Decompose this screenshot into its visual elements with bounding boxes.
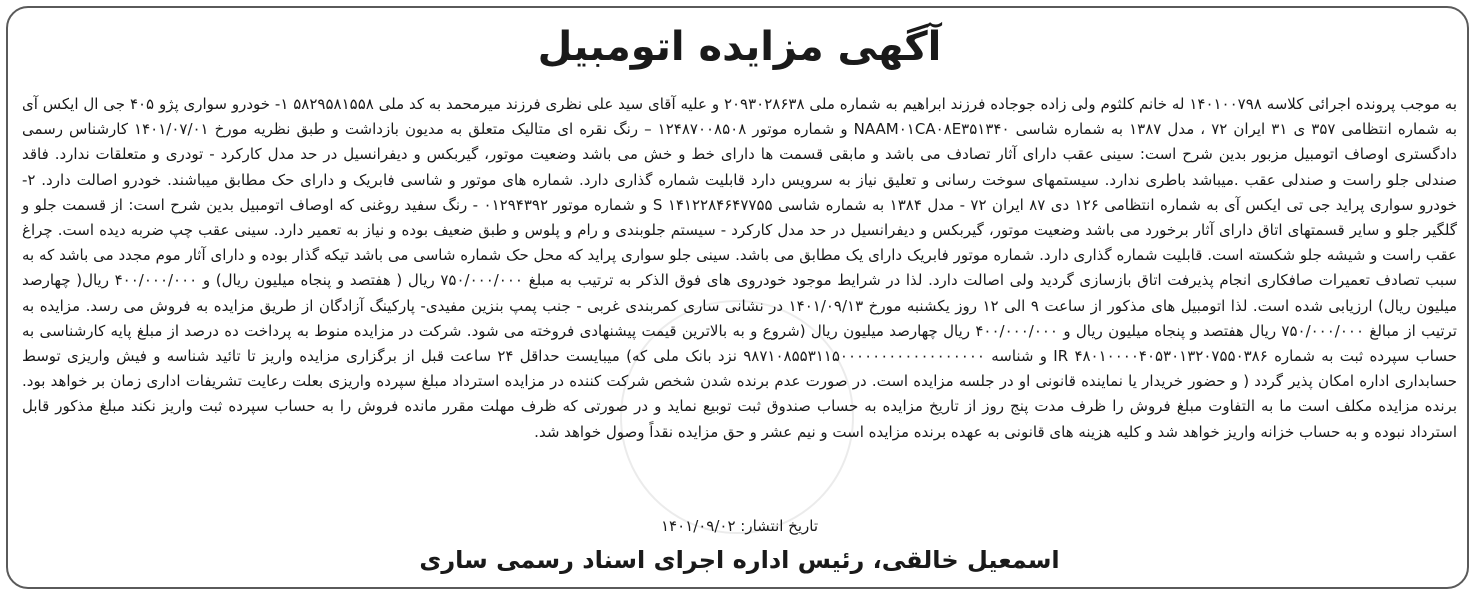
- notice-body: [22, 92, 1457, 445]
- signature: اسمعیل خالقی، رئیس اداره اجرای اسناد رسمی ساری: [419, 546, 1060, 574]
- notice-title: آگهی مزایده اتومبیل: [537, 24, 942, 70]
- notice-body-paragraph: به موجب پرونده اجرائی کلاسه ۱۴۰۱۰۰۷۹۸ له خانم کلثوم ولی زاده جوجاده فرزند ابراهیم به شماره ملی ۲۰۹۳۰۲۸۶۳۸ و علیه آقای سید علی نظری فرزند میرمحمد به کد ملی ۵۸۲۹۵۸۱۵۵۸ ۱- خودرو سواری پژو ۴۰۵ جی ال ایکس آی به شماره انتظامی ۳۵۷ ی ۳۱ ایران ۷۲ ، مدل ۱۳۸۷ به شماره شاسی NAAM۰۱CA۰۸E۳۵۱۳۴۰ و شماره موتور ۱۲۴۸۷۰۰۸۵۰۸ – رنگ نقره ای متالیک متعلق به مدیون بازداشت و طبق نظریه مورخ ۱۴۰۱/۰۷/۰۱ کارشناس رسمی دادگستری اوصاف اتومبیل مزبور بدین شرح است: سینی عقب دارای آثار تصادف می باشد و مابقی قسمت ها دارای خط و خش می باشد وضعیت موتور، گیربکس و دیفرانسیل در حد مدل کارکرد - تودری و متعلقات ندارد. فاقد صندلی جلو راست و صندلی عقب .میباشد باطری ندارد. سیستمهای سوخت رسانی و تعلیق نیاز به سرویس دارد قابلیت شماره گذاری دارد. شماره های موتور و شاسی فابریک و دارای حک مطابق میباشند. خودرو اصالت دارد. ۲- خودرو سواری پراید جی تی ایکس آی به شماره انتظامی ۱۲۶ دی ۸۷ ایران ۷۲ - مدل ۱۳۸۴ به شماره شاسی S ۱۴۱۲۲۸۴۶۴۷۷۵۵ و شماره موتور ۰۱۲۹۴۳۹۲ - رنگ سفید روغنی که اوصاف اتومبیل بدین شرح است: از قسمت جلو و گلگیر جلو و سایر قسمتهای اتاق دارای آثار برخورد می باشد وضعیت موتور، گیربکس و دیفرانسیل در حد مدل کارکرد - سیستم جلوبندی و رام و پلوس و طبق ضعیف بوده و نیاز به تعمیر دارد. سینی عقب چپ ضربه دیده است. چراغ عقب راست و شیشه جلو شکسته است. قابلیت شماره گذاری دارد. شماره موتور فابریک دارای یک مطابق می باشد. سینی جلو سواری پراید که محل حک شماره شاسی می باشد تیکه گذار بوده و دارای آثار موم مجدد می باشد که به سبب تصادف تعمیرات صافکاری انجام پذیرفت اتاق بازسازی گردید ولی اصالت دارد. لذا در شرایط موجود خودروی های فوق الذکر به ترتیب به مبلغ ۷۵۰/۰۰۰/۰۰۰ ریال ( هفتصد و پنجاه میلیون ریال) و ۴۰۰/۰۰۰/۰۰۰ ریال( چهارصد میلیون ریال) ارزیابی شده است. لذا اتومبیل های مذکور از ساعت ۹ الی ۱۲ روز یکشنبه مورخ ۱۴۰۱/۰۹/۱۳ در نشانی ساری کمربندی غربی - جنب پمپ بنزین مفیدی- پارکینگ آزادگان از طریق مزایده به فروش می رسد. مزایده به ترتیب از مبالغ ۷۵۰/۰۰۰/۰۰۰ ریال هفتصد و پنجاه میلیون ریال و ۴۰۰/۰۰۰/۰۰۰ ریال چهارصد میلیون ریال (شروع و به بالاترین قیمت پیشنهادی فروخته می شود. شرکت در مزایده منوط به پرداخت ده درصد از مبلغ پایه کارشناسی به حساب سپرده ثبت به شماره ۴۸۰۱۰۰۰۰۴۰۵۳۰۱۳۲۰۷۵۵۰۳۸۶ IR و شناسه ۹۸۷۱۰۸۵۵۳۱۱۵۰۰۰۰۰۰۰۰۰۰۰۰۰۰۰۰۰۰ نزد بانک ملی که) میبایست حداقل ۲۴ ساعت قبل از برگزاری مزایده واریز تا تائید شناسه و فیش واریزی توسط حسابداری اداره امکان پذیر گردد ( و حضور خریدار یا نماینده قانونی او در جلسه مزایده است. در صورت عدم برنده شدن شخص شرکت کننده در مزایده استرداد مبلغ سپرده واریزی بعلت رعایت تشریفات اداری زمان بر خواهد بود. برنده مزایده مکلف است ما به التفاوت مبلغ فروش را ظرف مدت پنج روز از تاریخ مزایده به حساب صندوق ثبت توبیع نماید و در صورتی که ظرف مهلت مقرر مانده فروش را به حساب سپرده ثبت واریز نکند مبلغ مذکور قابل استرداد نبوده و به حساب خزانه واریز خواهد شد و کلیه هزینه های قانونی به عهده برنده مزایده است و نیم عشر و حق مزایده نقداً وصول خواهد شد.: [22, 95, 1458, 441]
- publish-date: تاریخ انتشار: ۱۴۰۱/۰۹/۰۲: [660, 517, 819, 535]
